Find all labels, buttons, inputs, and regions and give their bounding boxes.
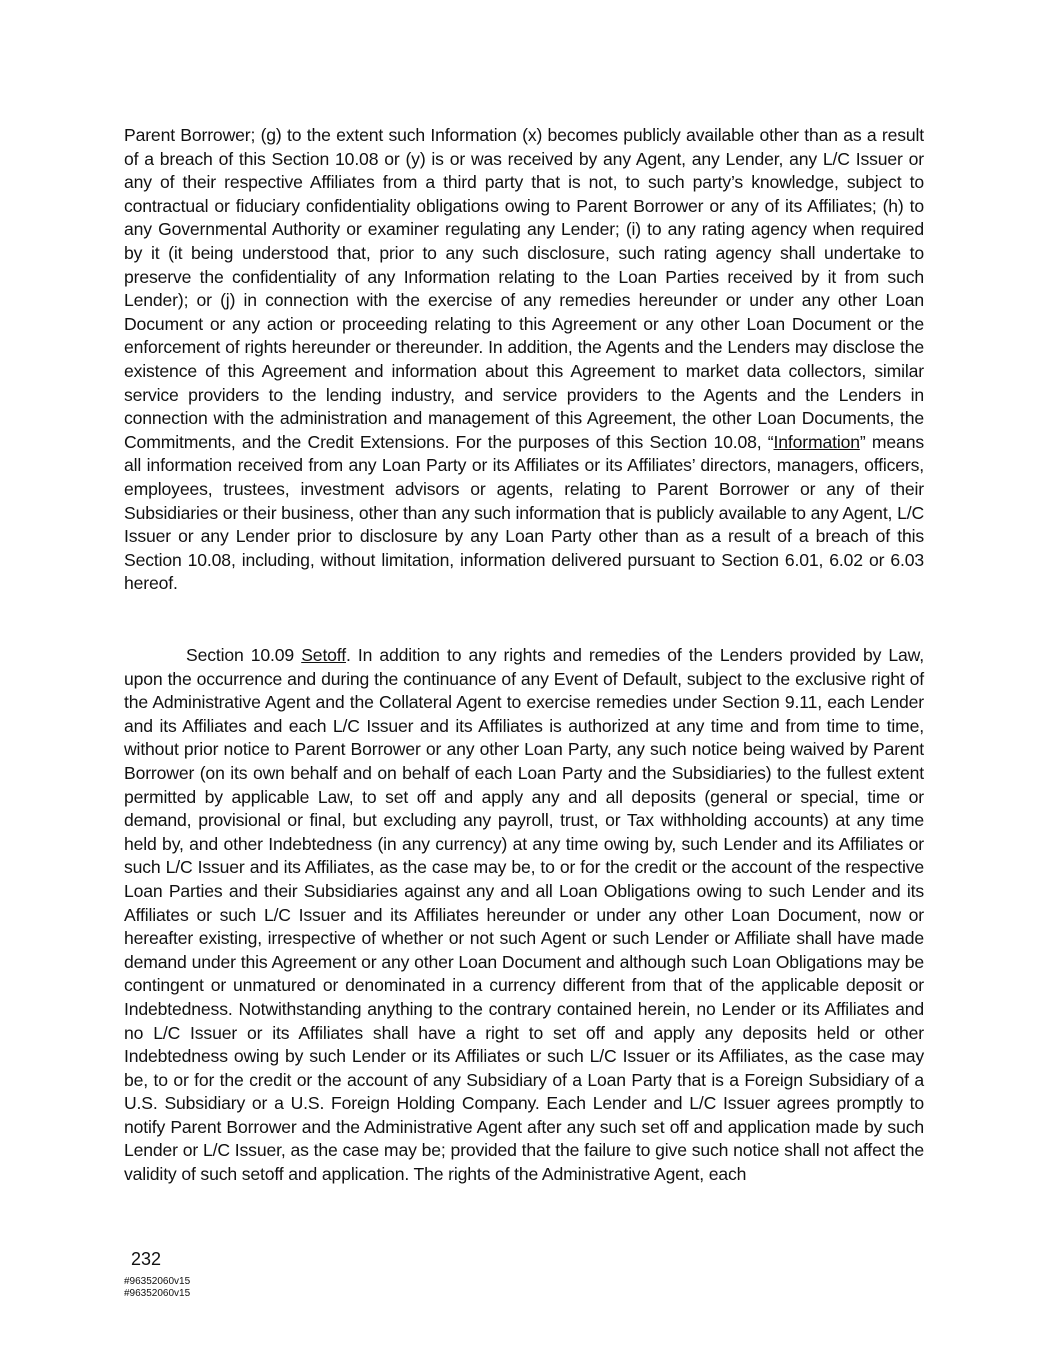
paragraph-2-text: . In addition to any rights and remedies of the Lenders provided by Law, upon the occurrence and during the continuance of any Event of Default, subject to the exclusive right of the Administrative Agent and the Collateral Agent to exercise remedies under Section 9.11, each Lender and its Affiliates and each L/C Issuer and its Affiliates is authorized at any time and from time to time, without prior notice to Parent Borrower or any other Loan Party, any such notice being waived by Parent Borrower (on its own behalf and on behalf of each Loan Party and the Subsidiaries) to the fullest extent permitted by applicable Law, to set off and apply any and all deposits (general or special, time or demand, provisional or final, but excluding any payroll, trust, or Tax withholding accounts) at any time held by, and other Indebtedness (in any currency) at any time owing by, such Lender and its Affiliates or such L/C Issuer and its Affiliates, as the case may be, to or for the credit or the account of the respective Loan Parties and their Subsidiaries against any and all Loan Obligations owing to such Lender and its Affiliates or such L/C Issuer and its Affiliates hereunder or under any other Loan Document, now or hereafter existing, irrespective of whether or not such Agent or such Lender or Affiliate shall have made demand under this Agreement or any other Loan Document and although such Loan Obligations may be contingent or unmatured or denominated in a currency different from that of the applicable deposit or Indebtedness. Notwithstanding anything to the contrary contained herein, no Lender or its Affiliates and no L/C Issuer or its Affiliates shall have a right to set off and apply any deposits held or other Indebtedness owing by such Lender or its Affiliates or such L/C Issuer or its Affiliates, as the case may be, to or for the credit or the account of any Subsidiary of a Loan Party that is a Foreign Subsidiary of a U.S. Subsidiary or a U.S. Foreign Holding Company. Each Lender and L/C Issuer agrees promptly to notify Parent Borrower and the Administrative Agent after any such set off and application made by such Lender or L/C Issuer, as the case may be; provided that the failure to give such notice shall not affect the validity of such setoff and application. The rights of the Administrative Agent, each [124,645,925,1185]
defined-term-information: Information [773,431,860,452]
paragraph-setoff [124,644,924,1187]
document-id: #96352060v15 [124,1276,191,1287]
paragraph-1-text-a: Parent Borrower; (g) to the extent such Information (x) becomes publicly available other than as a result of a breach of this Section 10.08 or (y) is or was received by any Agent, any Lender, any L/C Issuer or any of their respective Affiliates from a third party that is not, to such party’s knowledge, subject to contractual or fiduciary confidentiality obligations owing to Parent Borrower or any of its Affiliates; (h) to any Governmental Authority or examiner regulating any Lender; (i) to any rating agency when required by it (it being understood that, prior to any such disclosure, such rating agency shall undertake to preserve the confidentiality of any Information relating to the Loan Parties received by it from such Lender); or (j) in connection with the exercise of any remedies hereunder or under any other Loan Document or any action or proceeding relating to this Agreement or any other Loan Document or the enforcement of rights hereunder or thereunder. In addition, the Agents and the Lenders may disclose the existence of this Agreement and information about this Agreement to market data collectors, similar service providers to the lending industry, and service providers to the Agents and the Lenders in connection with the administration and management of this Agreement, the other Loan Documents, the Commitments, and the Credit Extensions. For the purposes of this Section 10.08, “ [124,125,924,452]
document-id: #96352060v15 [124,1288,191,1299]
paragraph-1-text-b: ” means all information received from any Loan Party or its Affiliates or its Affiliates’ directors, managers, officers, employees, trustees, investment advisors or agents, relating to Parent Borrower or any of their Subsidiaries or their business, other than any such information that is publicly available to any Agent, L/C Issuer or any Lender prior to disclosure by any Loan Party other than as a result of a breach of this Section 10.08, including, without limitation, information delivered pursuant to Section 6.01, 6.02 or 6.03 hereof. [124,431,924,594]
section-number: Section 10.09 [186,645,302,665]
section-title-setoff: Setoff [301,645,346,665]
paragraph-confidentiality [124,124,924,596]
page-number: 232 [131,1249,162,1269]
